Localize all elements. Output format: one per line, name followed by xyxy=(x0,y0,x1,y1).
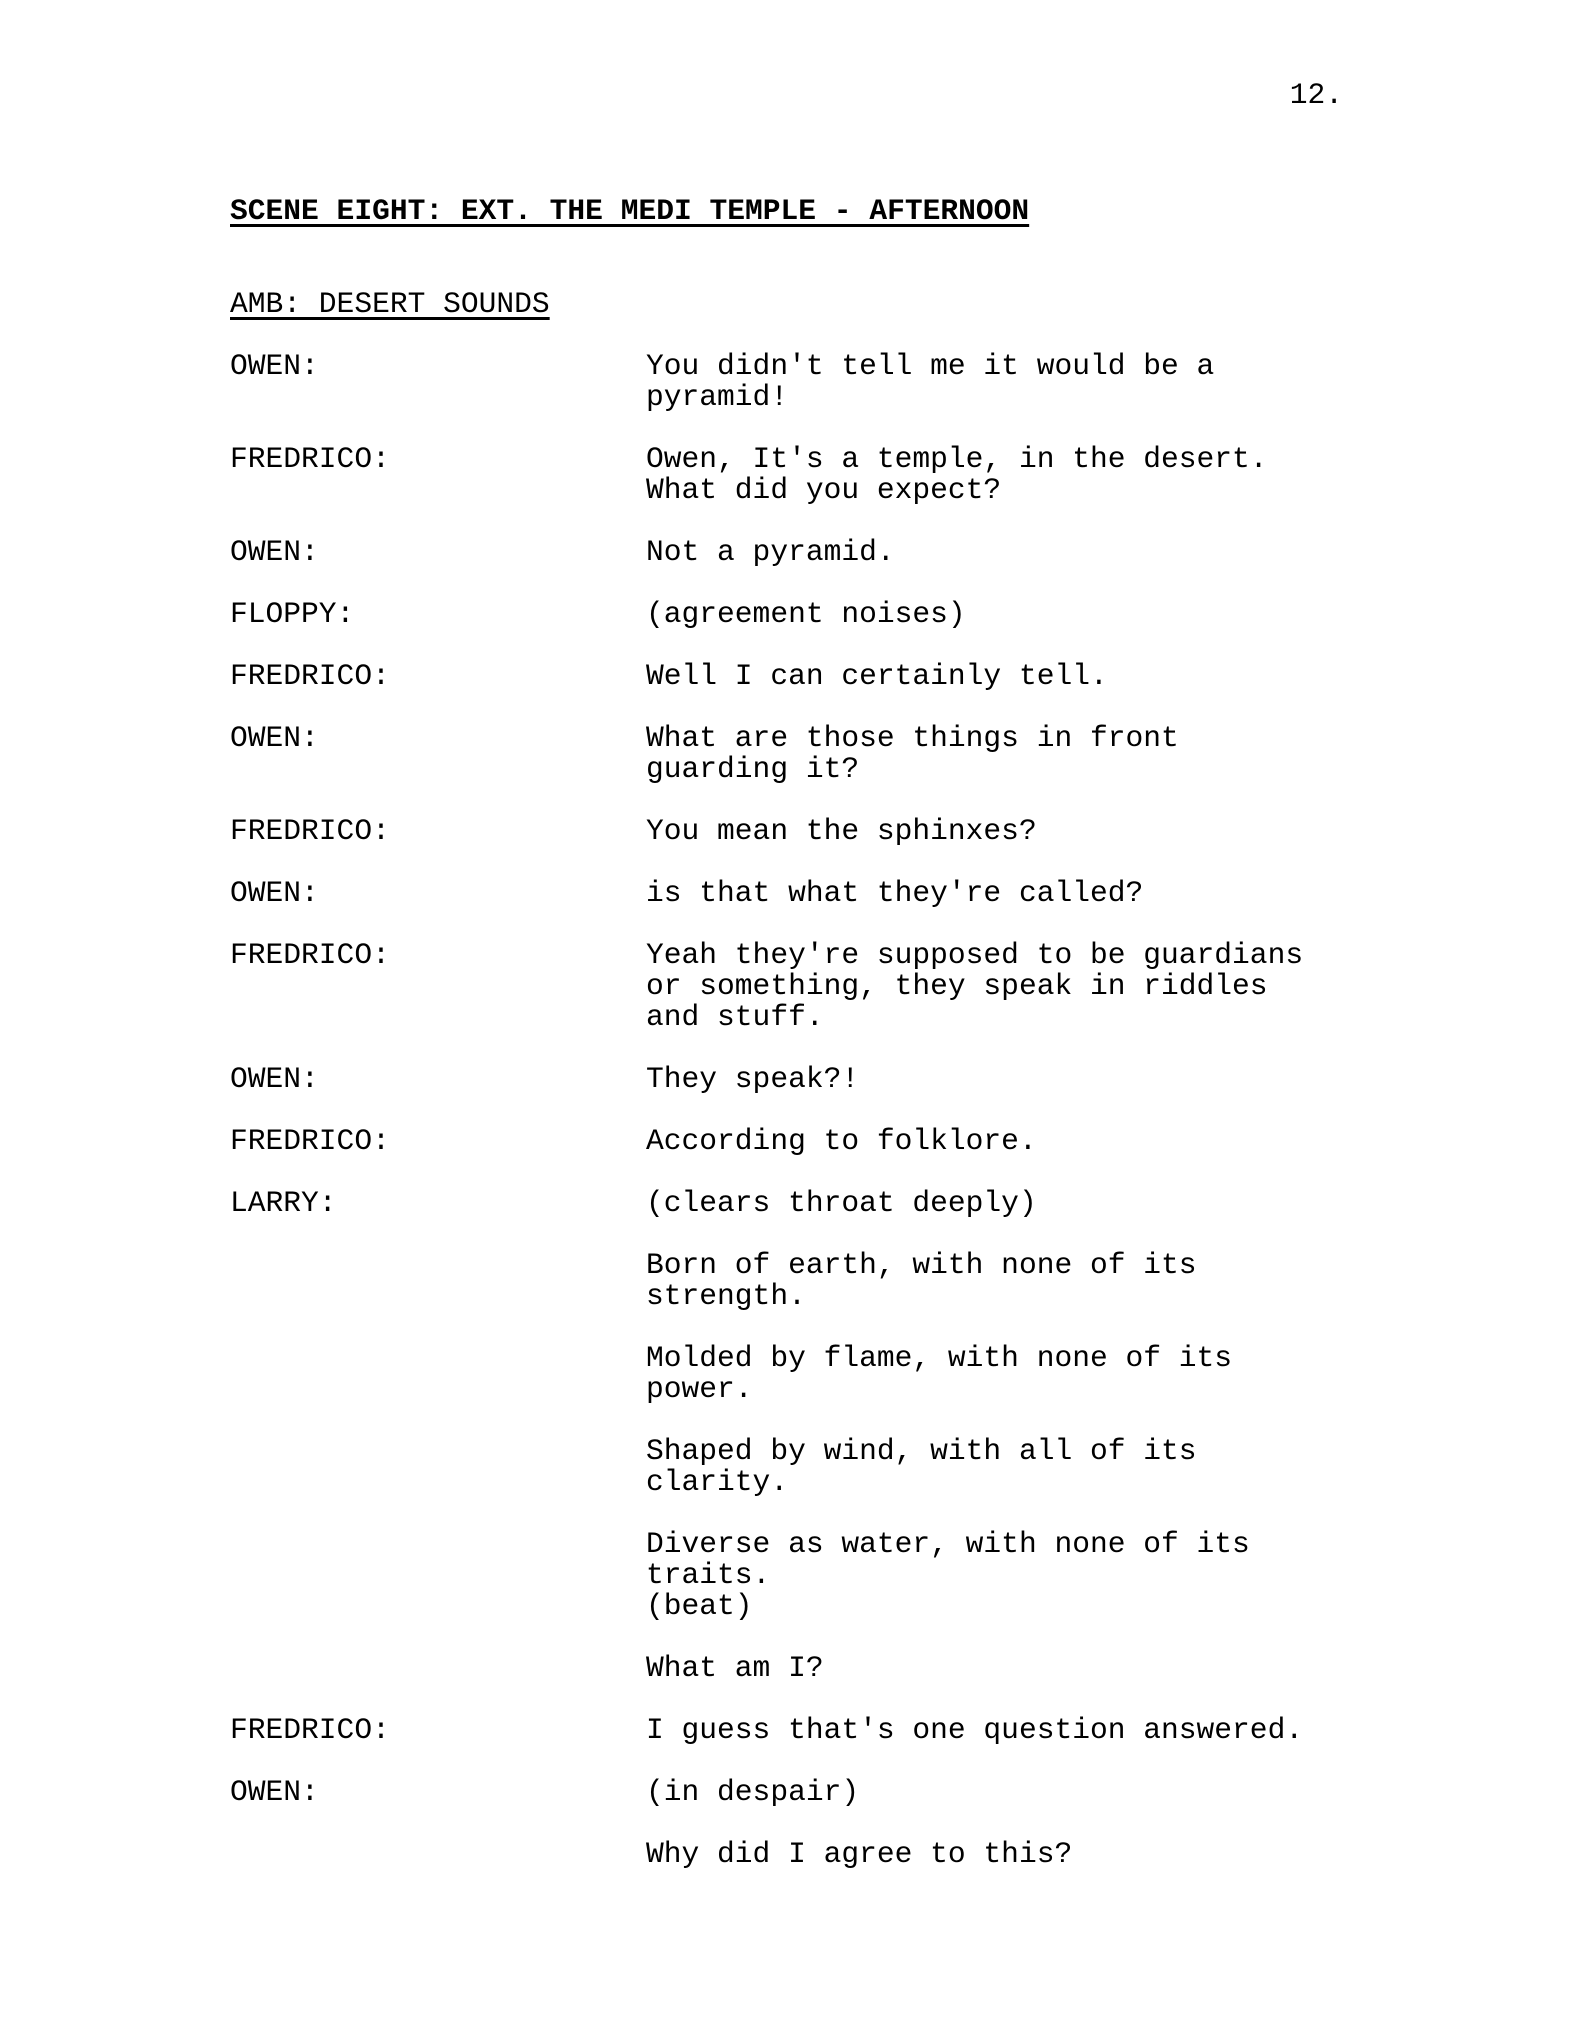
dialogue-row xyxy=(230,816,1440,847)
dialogue-line: (agreement noises) xyxy=(646,597,966,631)
dialogue-row xyxy=(230,1126,1440,1157)
dialogue-lines xyxy=(646,1250,1440,1312)
speaker-name: FREDRICO: xyxy=(230,442,390,476)
dialogue-line: What did you expect? xyxy=(646,473,1002,507)
speaker-name: OWEN: xyxy=(230,1062,319,1096)
speaker-name: FREDRICO: xyxy=(230,938,390,972)
dialogue-line: Why did I agree to this? xyxy=(646,1837,1073,1871)
dialogue-lines xyxy=(646,444,1440,506)
dialogue-lines xyxy=(646,1653,1440,1684)
speaker-name: OWEN: xyxy=(230,349,319,383)
dialogue-line: Owen, It's a temple, in the desert. xyxy=(646,442,1268,476)
dialogue-row xyxy=(230,1839,1440,1870)
speaker-name xyxy=(230,1343,646,1405)
dialogue-lines xyxy=(646,723,1440,785)
dialogue-line: (in despair) xyxy=(646,1775,860,1809)
dialogue-line: You didn't tell me it would be a xyxy=(646,349,1215,383)
dialogue-row xyxy=(230,1653,1440,1684)
dialogue-row xyxy=(230,1436,1440,1498)
ambient-sound-direction: AMB: DESERT SOUNDS xyxy=(230,287,550,321)
dialogue-line: You mean the sphinxes? xyxy=(646,814,1037,848)
dialogue-row xyxy=(230,1250,1440,1312)
dialogue-line: or something, they speak in riddles xyxy=(646,969,1268,1003)
dialogue-row xyxy=(230,599,1440,630)
dialogue-lines xyxy=(646,816,1440,847)
speaker-name: FREDRICO: xyxy=(230,814,390,848)
speaker-name: OWEN: xyxy=(230,876,319,910)
dialogue-lines xyxy=(646,661,1440,692)
dialogue-line: clarity. xyxy=(646,1465,789,1499)
dialogue-lines xyxy=(646,1715,1440,1746)
dialogue-line: guarding it? xyxy=(646,752,860,786)
dialogue-lines xyxy=(646,537,1440,568)
dialogue-lines xyxy=(646,1188,1440,1219)
dialogue-lines xyxy=(646,1436,1440,1498)
dialogue-row xyxy=(230,878,1440,909)
speaker-name: FREDRICO: xyxy=(230,1713,390,1747)
dialogue-row xyxy=(230,1529,1440,1622)
dialogue-line: (beat) xyxy=(646,1589,753,1623)
dialogue-row xyxy=(230,723,1440,785)
dialogue-row xyxy=(230,1343,1440,1405)
dialogue-row xyxy=(230,1188,1440,1219)
dialogue-line: According to folklore. xyxy=(646,1124,1037,1158)
dialogue-line: pyramid! xyxy=(646,380,789,414)
script-content xyxy=(230,196,1440,1870)
speaker-name: FREDRICO: xyxy=(230,1124,390,1158)
dialogue-line: What are those things in front xyxy=(646,721,1179,755)
dialogue-line: power. xyxy=(646,1372,753,1406)
dialogue-line: Born of earth, with none of its xyxy=(646,1248,1197,1282)
dialogue-line: traits. xyxy=(646,1558,771,1592)
dialogue-lines xyxy=(646,878,1440,909)
dialogue-lines xyxy=(646,940,1440,1033)
dialogue-line: Well I can certainly tell. xyxy=(646,659,1108,693)
dialogue-line: is that what they're called? xyxy=(646,876,1144,910)
dialogue-row xyxy=(230,1064,1440,1095)
page-number: 12. xyxy=(1289,78,1343,112)
dialogue-lines xyxy=(646,1529,1440,1622)
speaker-name: OWEN: xyxy=(230,535,319,569)
dialogue-lines xyxy=(646,1839,1440,1870)
dialogue-lines xyxy=(646,351,1440,413)
dialogue-line: Yeah they're supposed to be guardians xyxy=(646,938,1304,972)
dialogue-row xyxy=(230,1777,1440,1808)
speaker-name: FLOPPY: xyxy=(230,597,355,631)
dialogue-line: Shaped by wind, with all of its xyxy=(646,1434,1197,1468)
speaker-name xyxy=(230,1250,646,1312)
speaker-name: LARRY: xyxy=(230,1186,337,1220)
scene-heading: SCENE EIGHT: EXT. THE MEDI TEMPLE - AFTERNOON xyxy=(230,194,1030,228)
speaker-name: OWEN: xyxy=(230,1775,319,1809)
dialogue-line: and stuff. xyxy=(646,1000,824,1034)
dialogue-line: (clears throat deeply) xyxy=(646,1186,1037,1220)
dialogue-line: Molded by flame, with none of its xyxy=(646,1341,1233,1375)
dialogue-line: Diverse as water, with none of its xyxy=(646,1527,1250,1561)
dialogue-row xyxy=(230,537,1440,568)
speaker-name xyxy=(230,1839,646,1870)
speaker-name xyxy=(230,1436,646,1498)
dialogue-lines xyxy=(646,599,1440,630)
dialogue-line: Not a pyramid. xyxy=(646,535,895,569)
dialogue-list xyxy=(230,351,1440,1870)
dialogue-row xyxy=(230,351,1440,413)
dialogue-lines xyxy=(646,1343,1440,1405)
dialogue-line: What am I? xyxy=(646,1651,824,1685)
speaker-name: FREDRICO: xyxy=(230,659,390,693)
dialogue-lines xyxy=(646,1064,1440,1095)
dialogue-lines xyxy=(646,1777,1440,1808)
dialogue-line: strength. xyxy=(646,1279,806,1313)
dialogue-row xyxy=(230,444,1440,506)
dialogue-row xyxy=(230,1715,1440,1746)
dialogue-line: I guess that's one question answered. xyxy=(646,1713,1304,1747)
speaker-name xyxy=(230,1529,646,1622)
dialogue-lines xyxy=(646,1126,1440,1157)
speaker-name xyxy=(230,1653,646,1684)
speaker-name: OWEN: xyxy=(230,721,319,755)
dialogue-row xyxy=(230,661,1440,692)
dialogue-row xyxy=(230,940,1440,1033)
dialogue-line: They speak?! xyxy=(646,1062,860,1096)
